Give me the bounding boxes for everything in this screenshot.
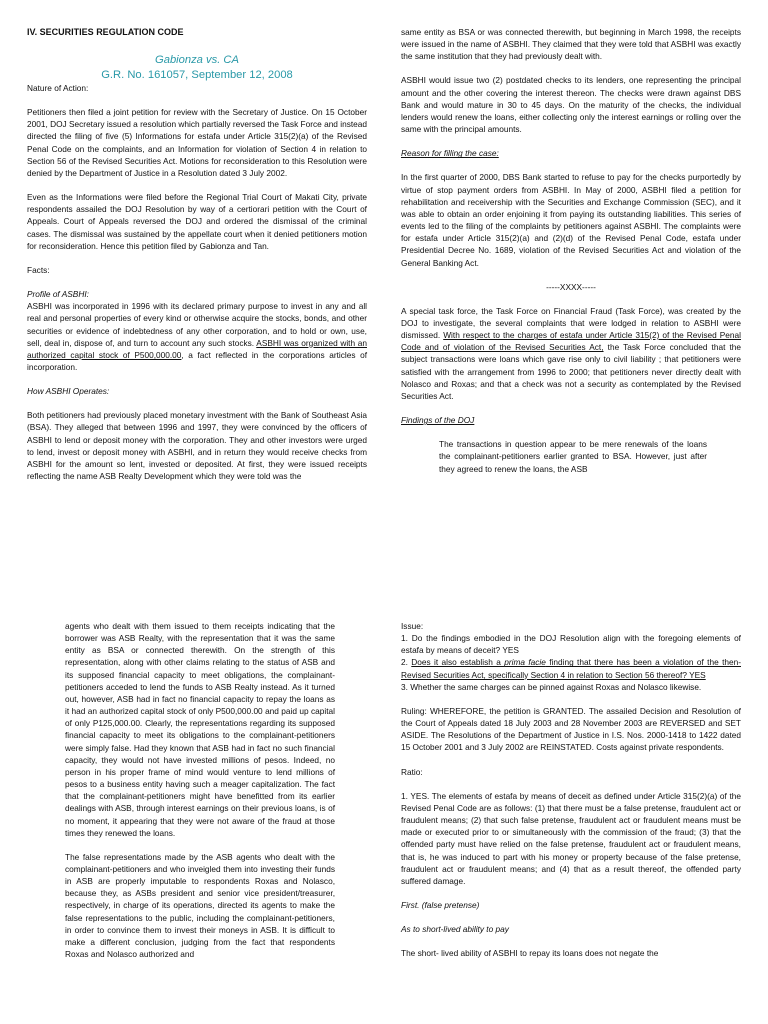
reason-label: Reason for filling the case: xyxy=(401,148,499,159)
reason-paragraph: In the first quarter of 2000, DBS Bank started to refuse to pay for the checks purportedly by virtue of stop payment orders from ASBHI. In May of 2000, ASBHI filed a petition for rehabilitation and receivership with the Securities and Exchange Commission (SEC), and it was able to obtain an order enjoining it from paying its outstanding liabilities. This series of events led to the filing of the complaints by petitioners against ASBHI. The complaints were for estafa under Article 315(2)(a) and (2)(d) of the Revised Penal Code, estafa under Presidential Decree No. 1689, violation of the Revised Securities Act and violation of the General Banking Act. xyxy=(401,172,741,268)
findings-label: Findings of the DOJ xyxy=(401,415,475,426)
issue-1: 1. Do the findings embodied in the DOJ Resolution align with the foregoing elements of estafa by means of deceit? YES xyxy=(401,633,741,656)
short-lived-label: As to short-lived ability to pay xyxy=(401,924,509,935)
ratio-paragraph-1: 1. YES. The elements of estafa by means of deceit as defined under Article 315(2)(a) of the Revised Penal Code are as follows: (1) that there must be a false pretense, fraudulent act or fraudulent means; (2) that such false pretense, fraudulent act or fraudulent means must be made or executed prior to or simultaneously with the commission of the fraud; (3) that the offended party must have relied on the false pretense, fraudulent act or fraudulent means, that is, he was induced to part with his money or property because of the false pretense, fraudulent act or fraudulent means; and (4) that as a result thereof, the offended party suffered damage. xyxy=(401,790,741,886)
operates-paragraph: Both petitioners had previously placed monetary investment with the Bank of Southeast Asia (BSA). They alleged that between 1996 and 1997, they were convinced by the officers of ASBHI to lend or deposit money with the corporation. They and other investors were urged to lend, invest or deposit money with ASBHI, and in return they would receive checks from ASBHI for the amount so lent, invested or deposited. At first, they were issued receipts reflecting the name ASB Realty Development which they were told was the xyxy=(27,410,367,482)
taskforce-text-a: A special task force, the Task Force on Financial Fraud (Task Force), was created by the DOJ to investigate, the several complaints that were lodged in relation to ASBHI were dismissed. xyxy=(401,305,741,341)
bottom-left-column xyxy=(65,620,335,960)
ruling-paragraph: Ruling: WHEREFORE, the petition is GRANTED. The assailed Decision and Resolution of the Court of Appeals dated 18 July 2003 and 28 November 2003 are REVERSED and SET ASIDE. The Resolutions of the Department of Justice in I.S. Nos. 2000-1418 to 1422 dated 15 October 2001 and 3 July 2002 are REINSTATED. Costs against private respondents. xyxy=(401,705,741,753)
first-label: First. (false pretense) xyxy=(401,899,480,910)
issue-2-text-a: Does it also establish a xyxy=(411,657,505,668)
profile-text-b: , a fact reflected in the corporations articles of incorporation. xyxy=(27,349,368,372)
issue-2-text-b: finding that there has been a violation of the then-Revised Securities Act, specifically Section 4 in relation to Section 56 thereof? YES xyxy=(401,657,741,680)
issue-2 xyxy=(401,656,741,680)
taskforce-text-underlined: With respect to the charges of estafa under Article 315(2) of the Revised Penal Code and of violation of the Revised Securities Act, xyxy=(401,330,741,353)
top-right-column xyxy=(401,26,741,475)
ratio-label: Ratio: xyxy=(401,766,423,777)
taskforce-paragraph xyxy=(401,305,741,402)
nature-paragraph-2: Even as the Informations were filed before the Regional Trial Court of Makati City, private respondents assailed the DOJ Resolution by way of a certiorari petition with the Court of Appeals. Court of Appeals reversed the DOJ and ordered the dismissal of the criminal cases. The dismissal was sustained by the appellate court when it denied petitioners motion for reconsideration. Hence this petition filed by Gabionza and Tan. xyxy=(27,192,367,251)
issue-2-prima-facie: prima facie xyxy=(504,657,546,668)
taskforce-text-b: the Task Force concluded that the subject transactions were loans which gave rise only to civil liability ; that petitioners were satisfied with the arrangement from 1996 to 2000; that petitioners never directly dealt with Nolasco and Roxas; and that a check was not a security as contemplated by the Revised Securities Act. xyxy=(401,342,742,401)
case-gr-number: G.R. No. 161057, September 12, 2008 xyxy=(101,68,293,81)
quote-continuation: agents who dealt with them issued to them receipts indicating that the borrower was ASB Realty, with the representation that it was the same entity as BSA or connected therewith. On the strength of this representation, along with other claims relating to the status of ASB and its supposed financial capacity to meet obligations, the complainant- petitioners acceded to lend the funds to ASB Realty instead. As it turned out, however, ASB had in fact no financial capacity to repay the loans as it had an authorized capital stock of only P500,000.00 and paid up capital of only P125,000.00. Clearly, the representations regarding its supposed financial capacity to meet its obligations to the complainant-petitioners were simply false. Had they known that ASB had in fact no such financial capacity, they would not have invested millions of pesos. Indeed, no person in his proper frame of mind would venture to lend millions of pesos to a business entity having such a meager capitalization. The fact that the complainant-petitioners might have benefitted from its earlier dealings with ASB, through interest earnings on their previous loans, is of no moment, it appearing that they were not aware of the fraud at those times they renewed the loans. xyxy=(65,621,335,838)
profile-text-underlined: ASBHI was organized with an authorized capital stock of P500,000.00 xyxy=(27,337,367,360)
bottom-right-column xyxy=(401,620,741,959)
facts-label: Facts: xyxy=(27,264,50,275)
section-heading: IV. SECURITIES REGULATION CODE xyxy=(27,27,184,37)
right-paragraph-1: same entity as BSA or was connected therewith, but beginning in March 1998, the receipts were issued in the name of ASBHI. They claimed that they were told that ASBHI was exactly the same institution that they had previously dealt with. xyxy=(401,27,741,62)
operates-label: How ASBHI Operates: xyxy=(27,386,110,397)
separator: -----XXXX----- xyxy=(546,281,596,292)
profile-text-a: ASBHI was incorporated in 1996 with its declared primary purpose to invest in any and all real and personal properties of every kind or otherwise acquire the stocks, bonds, and other securities or evidence of indebtedness of any other corporation, and to hold or own, use, sell, deal in, dispose of, and turn to account any such stocks. xyxy=(27,301,367,348)
nature-paragraph-1: Petitioners then filed a joint petition for review with the Secretary of Justice. On 15 October 2001, DOJ Secretary issued a resolution which partially reversed the Task Force and instead directed the filing of five (5) Informations for estafa under Article 315(2)(a) of the Revised Penal Code on the complaints, and an Information for violation of Section 4 in relation to Section 56 of the Revised Securities Act. Motions for reconsideration to this Resolution were denied by the Department of Justice in a Resolution dated 3 July 2002. xyxy=(27,107,367,178)
top-left-column xyxy=(27,26,367,482)
profile-paragraph xyxy=(27,300,367,373)
profile-label: Profile of ASBHI: xyxy=(27,289,89,300)
quote-paragraph-2: The false representations made by the ASB agents who dealt with the complainant-petitioners and who inveigled them into investing their funds in ASB are properly imputable to respondents Roxas and Nolasco, because they, as ASBs president and senior vice president/treasurer, respectively, in charge of its operations, directed its agents to make the false representations to the public, including the complainant-petitioners, in order to convince them to invest their moneys in ASB. It is difficult to make a different conclusion, judging from the fact that respondents Roxas and Nolasco authorized and xyxy=(65,851,335,960)
issue-3: 3. Whether the same charges can be pinned against Roxas and Nolasco likewise. xyxy=(401,681,702,692)
right-paragraph-2: ASBHI would issue two (2) postdated checks to its lenders, one representing the principal amount and the other covering the interest thereon. The checks were drawn against DBS Bank and would mature in 30 to 45 days. On the maturity of the checks, the individual lenders would renew the loans, either collecting only the interest earnings or rolling over the same with the principal amounts. xyxy=(401,75,741,135)
issue-label: Issue: xyxy=(401,621,424,631)
nature-label: Nature of Action: xyxy=(27,83,89,93)
last-line: The short- lived ability of ASBHI to repay its loans does not negate the xyxy=(401,948,659,959)
case-title: Gabionza vs. CA xyxy=(155,54,239,66)
findings-quote: The transactions in question appear to be mere renewals of the loans the complainant-petitioners earlier granted to BSA. However, just after they agreed to renew the loans, the ASB xyxy=(439,439,707,474)
issue-2-prefix: 2. xyxy=(401,657,412,668)
